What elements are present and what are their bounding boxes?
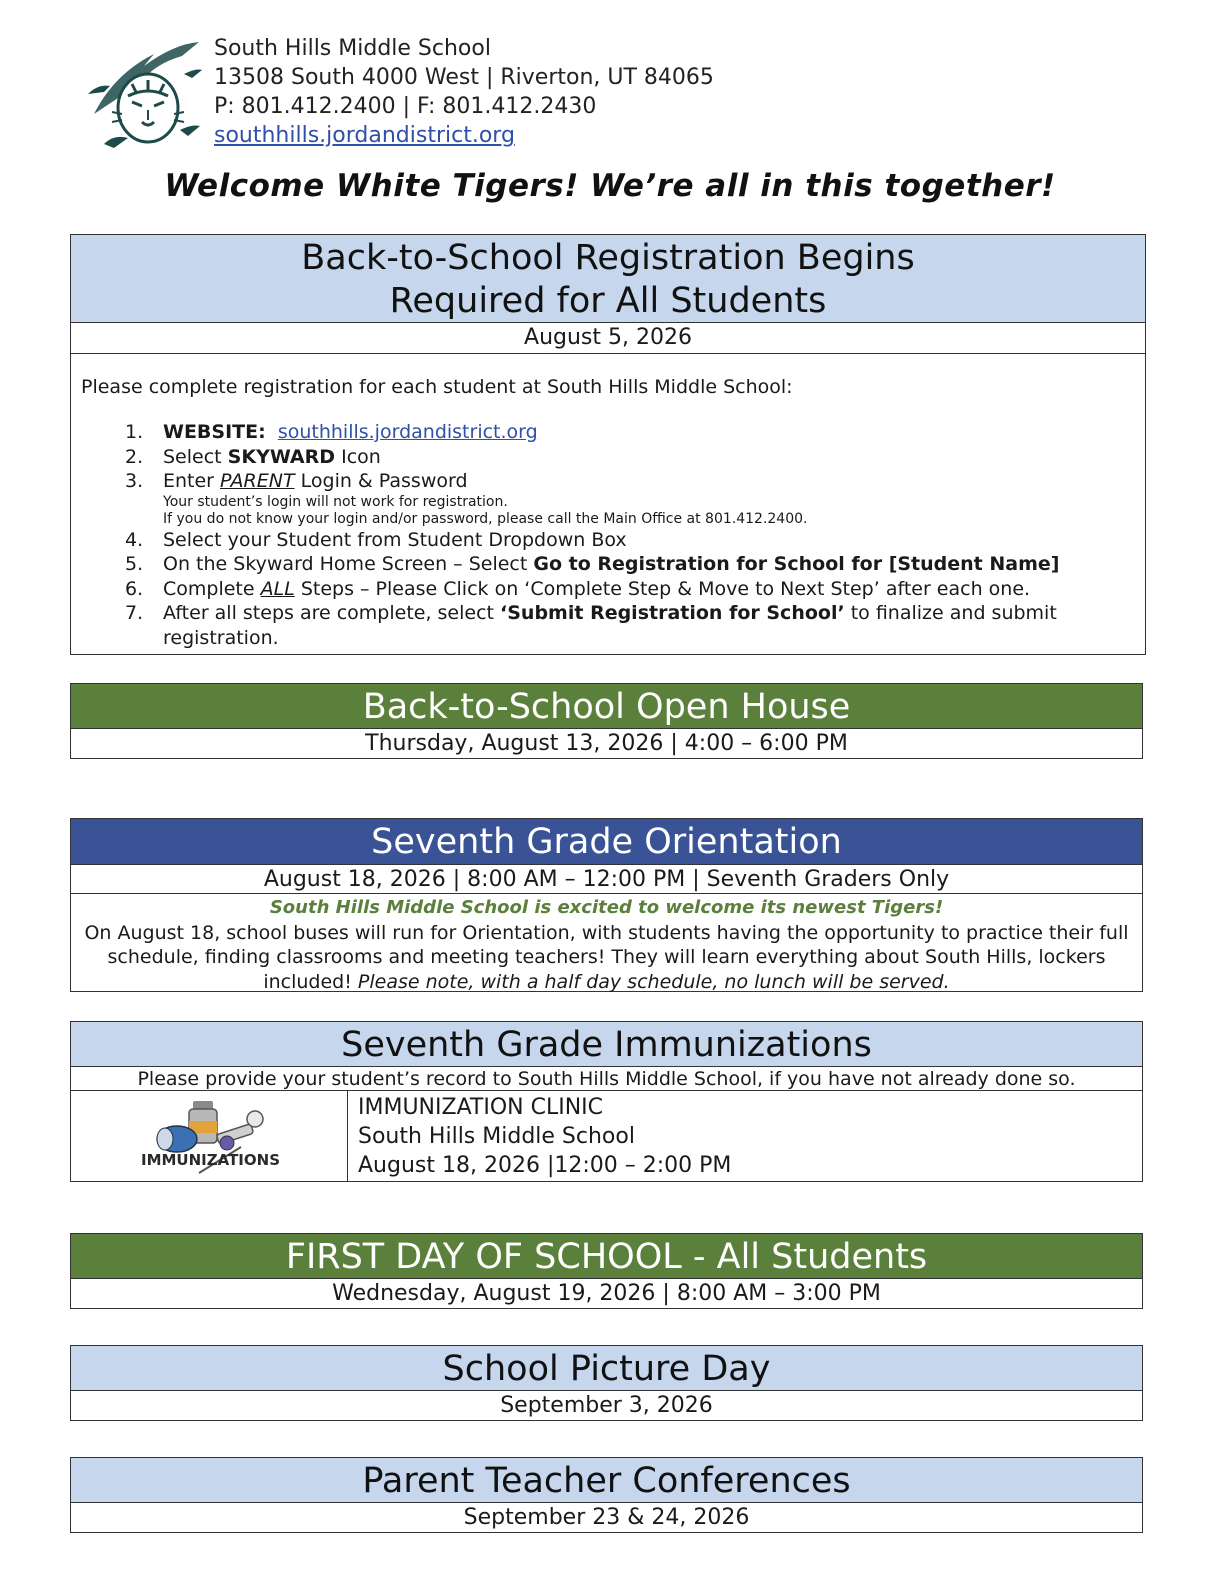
conferences-section: [70, 1457, 1143, 1533]
conferences-date: September 23 & 24, 2026: [463, 1505, 750, 1530]
registration-instructions: [71, 354, 1145, 650]
picture-day-title: School Picture Day: [71, 1346, 1142, 1391]
white-tiger-logo-icon: [84, 34, 208, 158]
registration-steps: [81, 420, 1135, 650]
first-day-section: [70, 1233, 1143, 1309]
conferences-title: Parent Teacher Conferences: [71, 1458, 1142, 1503]
password-help-note: If you do not know your login and/or password, please call the Main Office at 801.412.2400.: [163, 510, 808, 527]
open-house-section: [70, 683, 1143, 759]
school-address-block: [214, 34, 714, 150]
list-item: 3. Enter PARENT Login & Password Your student’s login will not work for registration. If you do not know your login and/or password, please call the Main Office at 801.412.2400.: [125, 470, 808, 527]
registration-intro: Please complete registration for each student at South Hills Middle School:: [81, 376, 793, 398]
orientation-body-line: included! Please note, with a half day schedule, no lunch will be served.: [263, 970, 950, 993]
orientation-details: August 18, 2026 | 8:00 AM – 12:00 PM | Seventh Graders Only: [71, 865, 1142, 894]
school-address: 13508 South 4000 West | Riverton, UT 84065: [214, 65, 714, 90]
orientation-body-line: schedule, finding classrooms and meeting teachers! They will learn everything about South Hills, lockers: [107, 946, 1106, 968]
list-item: 4. Select your Student from Student Dropdown Box: [125, 528, 627, 551]
immunizations-title: Seventh Grade Immunizations: [71, 1022, 1142, 1067]
immunization-clinic-row: [71, 1091, 1142, 1181]
immunizations-section: [70, 1021, 1143, 1182]
school-phone-fax: P: 801.412.2400 | F: 801.412.2430: [214, 94, 597, 119]
open-house-details: Thursday, August 13, 2026 | 4:00 – 6:00 PM: [365, 731, 848, 756]
list-item: 2. Select SKYWARD Icon: [125, 445, 381, 468]
website-link[interactable]: southhills.jordandistrict.org: [277, 421, 538, 443]
school-website-link[interactable]: southhills.jordandistrict.org: [214, 123, 515, 148]
clinic-info: [348, 1091, 741, 1181]
registration-subtitle: Required for All Students: [389, 281, 827, 321]
school-name: South Hills Middle School: [214, 36, 491, 61]
orientation-body-line: On August 18, school buses will run for Orientation, with students having the opportunity to practice their full: [84, 921, 1129, 944]
letterhead: [84, 34, 784, 159]
immunizations-image: [71, 1091, 348, 1181]
immunizations-note: Please provide your student’s record to South Hills Middle School, if you have not already done so.: [71, 1067, 1142, 1091]
list-item: 5. On the Skyward Home Screen – Select Go to Registration for School for [Student Name]: [125, 553, 1060, 575]
list-item: 7. After all steps are complete, select ‘Submit Registration for School’ to finalize and submit registration.: [125, 602, 1057, 649]
open-house-title: Back-to-School Open House: [71, 684, 1142, 729]
clinic-datetime: August 18, 2026 |12:00 – 2:00 PM: [358, 1153, 732, 1178]
first-day-title: FIRST DAY OF SCHOOL - All Students: [71, 1234, 1142, 1279]
orientation-tagline: South Hills Middle School is excited to welcome its newest Tigers!: [269, 897, 944, 918]
registration-header: [71, 235, 1145, 323]
registration-section: [70, 234, 1146, 655]
registration-title: Back-to-School Registration Begins: [301, 238, 915, 278]
first-day-details: Wednesday, August 19, 2026 | 8:00 AM – 3:00 PM: [332, 1281, 881, 1306]
list-item: 1. WEBSITE: southhills.jordandistrict.org: [125, 421, 538, 443]
picture-day-section: [70, 1345, 1143, 1421]
login-note: Your student’s login will not work for registration.: [163, 493, 508, 510]
orientation-description: [71, 894, 1142, 994]
orientation-section: [70, 818, 1143, 992]
picture-day-date: September 3, 2026: [500, 1393, 713, 1418]
clinic-location: South Hills Middle School: [358, 1124, 635, 1149]
registration-date: August 5, 2026: [71, 323, 1145, 354]
welcome-banner: Welcome White Tigers! We’re all in this together!: [164, 168, 1056, 204]
immunizations-image-label: IMMUNIZATIONS: [141, 1151, 280, 1169]
orientation-title: Seventh Grade Orientation: [71, 819, 1142, 865]
clinic-name: IMMUNIZATION CLINIC: [358, 1095, 604, 1120]
list-item: 6. Complete ALL Steps – Please Click on ‘Complete Step & Move to Next Step’ after each one.: [125, 577, 1031, 600]
